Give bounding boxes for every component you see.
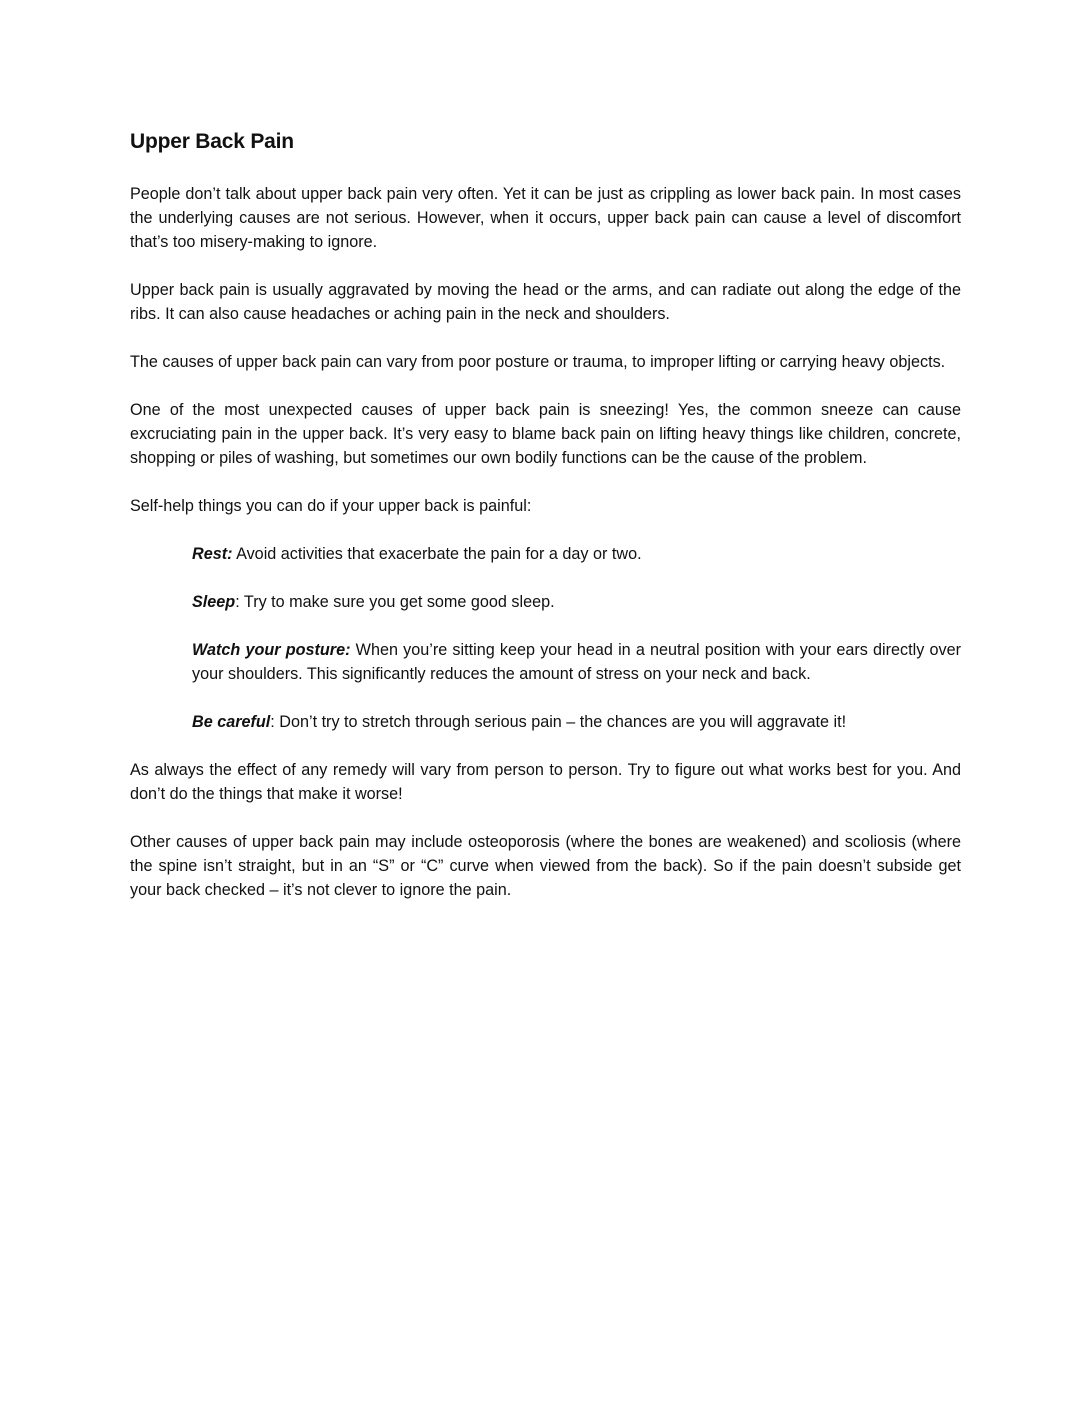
paragraph-self-help-intro: Self-help things you can do if your upper back is painful: <box>130 497 532 515</box>
tip-text: : Try to make sure you get some good sleep. <box>235 593 555 611</box>
tip-label: Rest: <box>192 545 233 563</box>
tip-sleep <box>192 590 961 614</box>
tip-text: : Don’t try to stretch through serious pain – the chances are you will aggravate it! <box>270 713 847 731</box>
paragraph-symptoms: Upper back pain is usually aggravated by moving the head or the arms, and can radiate out along the edge of the ribs. It can also cause headaches or aching pain in the neck and shoulders. <box>130 281 961 323</box>
tip-label: Watch your posture: <box>192 641 351 659</box>
tip-label: Be careful <box>192 713 271 731</box>
paragraph-sneezing: One of the most unexpected causes of upper back pain is sneezing! Yes, the common sneeze can cause excruciating pain in the upper back. It’s very easy to blame back pain on lifting heavy things like children, concrete, shopping or piles of washing, but sometimes our own bodily functions can be the cause of the problem. <box>130 401 961 467</box>
document-title: Upper Back Pain <box>130 130 294 153</box>
tip-careful <box>192 710 961 734</box>
paragraph-causes: The causes of upper back pain can vary from poor posture or trauma, to improper lifting or carrying heavy objects. <box>130 353 946 371</box>
paragraph-other-causes: Other causes of upper back pain may include osteoporosis (where the bones are weakened) and scoliosis (where the spine isn’t straight, but in an “S” or “C” curve when viewed from the back). So if the pain doesn’t subside get your back checked – it’s not clever to ignore the pain. <box>130 833 961 899</box>
paragraph-intro: People don’t talk about upper back pain very often. Yet it can be just as crippling as lower back pain. In most cases the underlying causes are not serious. However, when it occurs, upper back pain can cause a level of discomfort that’s too misery-making to ignore. <box>130 185 961 251</box>
document-page <box>130 128 961 926</box>
tip-rest <box>192 542 961 566</box>
tip-text: Avoid activities that exacerbate the pain for a day or two. <box>232 545 642 563</box>
paragraph-remedy-note: As always the effect of any remedy will vary from person to person. Try to figure out what works best for you. And don’t do the things that make it worse! <box>130 761 961 803</box>
tip-label: Sleep <box>192 593 236 611</box>
tip-posture <box>192 638 961 686</box>
tip-text: When you’re sitting keep your head in a neutral position with your ears directly over your shoulders. This significantly reduces the amount of stress on your neck and back. <box>192 641 961 683</box>
